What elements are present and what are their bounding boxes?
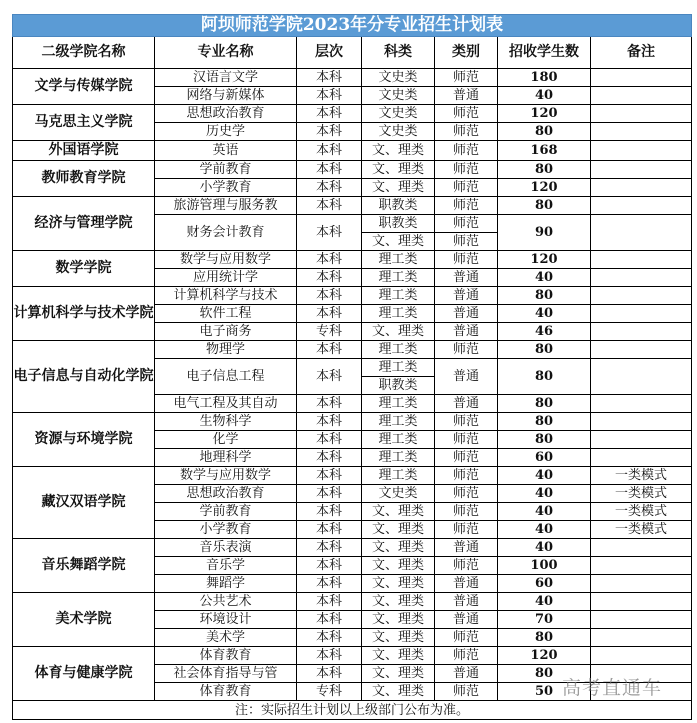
cell-subject-type: 理工类	[362, 395, 435, 413]
cell-enrollment-count: 40	[498, 503, 591, 521]
table-row	[13, 413, 692, 431]
table-row	[13, 197, 692, 215]
cell-category: 普通	[435, 305, 498, 323]
cell-enrollment-count: 60	[498, 449, 591, 467]
cell-remark	[591, 323, 692, 341]
cell-level: 本科	[297, 141, 362, 161]
cell-enrollment-count: 80	[498, 123, 591, 141]
cell-level: 本科	[297, 87, 362, 105]
cell-level: 专科	[297, 683, 362, 701]
cell-enrollment-count: 40	[498, 87, 591, 105]
cell-major: 音乐表演	[155, 539, 297, 557]
cell-enrollment-count: 80	[498, 395, 591, 413]
cell-remark	[591, 431, 692, 449]
cell-major: 体育教育	[155, 647, 297, 665]
cell-remark	[591, 269, 692, 287]
enrollment-table	[12, 14, 692, 720]
cell-category: 普通	[435, 323, 498, 341]
cell-major: 电子商务	[155, 323, 297, 341]
cell-category: 师范	[435, 413, 498, 431]
cell-subject-type: 文史类	[362, 105, 435, 123]
cell-enrollment-count: 120	[498, 105, 591, 123]
cell-major: 计算机科学与技术	[155, 287, 297, 305]
cell-major: 生物科学	[155, 413, 297, 431]
enrollment-plan-document	[12, 14, 691, 720]
cell-major: 电子信息工程	[155, 359, 297, 395]
cell-college: 藏汉双语学院	[13, 467, 155, 539]
column-header-subject-type: 科类	[362, 37, 435, 69]
cell-level: 本科	[297, 413, 362, 431]
cell-major: 旅游管理与服务教	[155, 197, 297, 215]
cell-subject-type: 理工类	[362, 341, 435, 359]
cell-category: 师范	[435, 521, 498, 539]
cell-category: 师范	[435, 215, 498, 233]
cell-category: 师范	[435, 431, 498, 449]
cell-category: 普通	[435, 359, 498, 395]
cell-enrollment-count: 180	[498, 69, 591, 87]
cell-college: 数学学院	[13, 251, 155, 287]
cell-subject-type: 文史类	[362, 87, 435, 105]
cell-major: 学前教育	[155, 161, 297, 179]
cell-category: 普通	[435, 87, 498, 105]
cell-subject-type: 职教类	[362, 377, 435, 395]
table-row	[13, 341, 692, 359]
cell-subject-type: 职教类	[362, 215, 435, 233]
cell-subject-type: 文史类	[362, 123, 435, 141]
cell-major: 公共艺术	[155, 593, 297, 611]
cell-major: 历史学	[155, 123, 297, 141]
cell-level: 本科	[297, 305, 362, 323]
cell-enrollment-count: 80	[498, 413, 591, 431]
cell-college: 体育与健康学院	[13, 647, 155, 701]
cell-remark	[591, 87, 692, 105]
cell-major: 美术学	[155, 629, 297, 647]
cell-subject-type: 职教类	[362, 197, 435, 215]
cell-remark	[591, 105, 692, 123]
cell-level: 本科	[297, 449, 362, 467]
cell-subject-type: 理工类	[362, 413, 435, 431]
cell-enrollment-count: 80	[498, 161, 591, 179]
cell-category: 师范	[435, 467, 498, 485]
cell-category: 普通	[435, 539, 498, 557]
cell-college: 文学与传媒学院	[13, 69, 155, 105]
cell-category: 普通	[435, 269, 498, 287]
cell-remark	[591, 449, 692, 467]
cell-major: 数学与应用数学	[155, 251, 297, 269]
cell-enrollment-count: 80	[498, 629, 591, 647]
cell-enrollment-count: 40	[498, 485, 591, 503]
cell-category: 普通	[435, 287, 498, 305]
cell-remark: 一类模式	[591, 503, 692, 521]
cell-subject-type: 文、理类	[362, 593, 435, 611]
cell-subject-type: 文、理类	[362, 141, 435, 161]
cell-major: 社会体育指导与管	[155, 665, 297, 683]
cell-level: 本科	[297, 629, 362, 647]
cell-category: 师范	[435, 233, 498, 251]
table-row	[13, 287, 692, 305]
column-header-enrollment-count: 招收学生数	[498, 37, 591, 69]
column-header-college: 二级学院名称	[13, 37, 155, 69]
cell-subject-type: 理工类	[362, 467, 435, 485]
cell-enrollment-count: 80	[498, 665, 591, 683]
cell-enrollment-count: 100	[498, 557, 591, 575]
cell-enrollment-count: 80	[498, 287, 591, 305]
cell-enrollment-count: 120	[498, 179, 591, 197]
cell-category: 普通	[435, 575, 498, 593]
cell-category: 师范	[435, 449, 498, 467]
cell-major: 音乐学	[155, 557, 297, 575]
cell-major: 英语	[155, 141, 297, 161]
cell-college: 美术学院	[13, 593, 155, 647]
table-row	[13, 105, 692, 123]
cell-level: 专科	[297, 323, 362, 341]
cell-college: 外国语学院	[13, 141, 155, 161]
cell-remark	[591, 341, 692, 359]
table-row	[13, 69, 692, 87]
cell-major: 物理学	[155, 341, 297, 359]
cell-category: 师范	[435, 141, 498, 161]
footnote: 注：实际招生计划以上级部门公布为准。	[13, 701, 692, 720]
watermark: 高考直通车	[562, 677, 663, 699]
cell-subject-type: 文、理类	[362, 539, 435, 557]
cell-remark	[591, 305, 692, 323]
cell-level: 本科	[297, 665, 362, 683]
cell-subject-type: 文、理类	[362, 503, 435, 521]
cell-level: 本科	[297, 359, 362, 395]
cell-remark: 一类模式	[591, 485, 692, 503]
cell-major: 地理科学	[155, 449, 297, 467]
cell-level: 本科	[297, 215, 362, 251]
cell-remark	[591, 141, 692, 161]
cell-college: 马克思主义学院	[13, 105, 155, 141]
cell-major: 财务会计教育	[155, 215, 297, 251]
cell-subject-type: 文、理类	[362, 179, 435, 197]
cell-major: 小学教育	[155, 521, 297, 539]
cell-remark	[591, 575, 692, 593]
cell-remark: 一类模式	[591, 467, 692, 485]
cell-remark	[591, 593, 692, 611]
table-row	[13, 251, 692, 269]
cell-remark	[591, 557, 692, 575]
cell-level: 本科	[297, 575, 362, 593]
cell-major: 网络与新媒体	[155, 87, 297, 105]
cell-remark	[591, 251, 692, 269]
cell-major: 汉语言文学	[155, 69, 297, 87]
cell-category: 师范	[435, 123, 498, 141]
cell-level: 本科	[297, 521, 362, 539]
cell-enrollment-count: 60	[498, 575, 591, 593]
header-row	[13, 37, 692, 69]
cell-major: 数学与应用数学	[155, 467, 297, 485]
cell-subject-type: 文、理类	[362, 233, 435, 251]
cell-subject-type: 理工类	[362, 449, 435, 467]
cell-subject-type: 理工类	[362, 305, 435, 323]
cell-category: 普通	[435, 665, 498, 683]
cell-major: 环境设计	[155, 611, 297, 629]
cell-college: 资源与环境学院	[13, 413, 155, 467]
cell-enrollment-count: 120	[498, 647, 591, 665]
cell-category: 师范	[435, 503, 498, 521]
cell-subject-type: 文、理类	[362, 647, 435, 665]
cell-major: 思想政治教育	[155, 485, 297, 503]
table-row	[13, 141, 692, 161]
cell-enrollment-count: 80	[498, 341, 591, 359]
cell-level: 本科	[297, 105, 362, 123]
table-row	[13, 647, 692, 665]
cell-remark	[591, 647, 692, 665]
cell-level: 本科	[297, 593, 362, 611]
cell-level: 本科	[297, 269, 362, 287]
cell-remark	[591, 611, 692, 629]
cell-subject-type: 文、理类	[362, 161, 435, 179]
cell-level: 本科	[297, 287, 362, 305]
cell-enrollment-count: 40	[498, 593, 591, 611]
cell-category: 师范	[435, 197, 498, 215]
cell-category: 普通	[435, 593, 498, 611]
cell-major: 舞蹈学	[155, 575, 297, 593]
column-header-major: 专业名称	[155, 37, 297, 69]
cell-level: 本科	[297, 557, 362, 575]
cell-remark	[591, 413, 692, 431]
cell-category: 师范	[435, 69, 498, 87]
cell-remark	[591, 215, 692, 251]
cell-category: 普通	[435, 611, 498, 629]
cell-level: 本科	[297, 503, 362, 521]
cell-college: 经济与管理学院	[13, 197, 155, 251]
cell-level: 本科	[297, 611, 362, 629]
cell-major: 小学教育	[155, 179, 297, 197]
cell-level: 本科	[297, 395, 362, 413]
cell-subject-type: 文、理类	[362, 323, 435, 341]
table-row	[13, 539, 692, 557]
cell-category: 师范	[435, 629, 498, 647]
cell-major: 体育教育	[155, 683, 297, 701]
cell-major: 应用统计学	[155, 269, 297, 287]
cell-major: 软件工程	[155, 305, 297, 323]
cell-level: 本科	[297, 431, 362, 449]
cell-level: 本科	[297, 647, 362, 665]
table-row	[13, 467, 692, 485]
column-header-remark: 备注	[591, 37, 692, 69]
column-header-level: 层次	[297, 37, 362, 69]
cell-category: 师范	[435, 485, 498, 503]
cell-remark	[591, 161, 692, 179]
cell-subject-type: 理工类	[362, 431, 435, 449]
cell-enrollment-count: 40	[498, 521, 591, 539]
table-title: 阿坝师范学院2023年分专业招生计划表	[13, 15, 692, 37]
cell-subject-type: 文、理类	[362, 575, 435, 593]
cell-subject-type: 理工类	[362, 359, 435, 377]
cell-level: 本科	[297, 69, 362, 87]
cell-subject-type: 文、理类	[362, 665, 435, 683]
cell-enrollment-count: 120	[498, 251, 591, 269]
cell-enrollment-count: 40	[498, 305, 591, 323]
cell-remark	[591, 539, 692, 557]
cell-level: 本科	[297, 341, 362, 359]
cell-remark	[591, 629, 692, 647]
cell-enrollment-count: 70	[498, 611, 591, 629]
cell-college: 教师教育学院	[13, 161, 155, 197]
cell-enrollment-count: 80	[498, 197, 591, 215]
cell-remark	[591, 359, 692, 395]
cell-subject-type: 文史类	[362, 485, 435, 503]
cell-subject-type: 文、理类	[362, 611, 435, 629]
cell-subject-type: 理工类	[362, 269, 435, 287]
cell-category: 师范	[435, 161, 498, 179]
table-row	[13, 161, 692, 179]
cell-category: 普通	[435, 395, 498, 413]
cell-level: 本科	[297, 123, 362, 141]
cell-college: 计算机科学与技术学院	[13, 287, 155, 341]
cell-subject-type: 文、理类	[362, 683, 435, 701]
cell-level: 本科	[297, 179, 362, 197]
cell-subject-type: 文、理类	[362, 521, 435, 539]
cell-level: 本科	[297, 485, 362, 503]
cell-subject-type: 理工类	[362, 251, 435, 269]
cell-major: 化学	[155, 431, 297, 449]
cell-category: 师范	[435, 683, 498, 701]
cell-level: 本科	[297, 467, 362, 485]
cell-enrollment-count: 46	[498, 323, 591, 341]
cell-enrollment-count: 80	[498, 359, 591, 395]
cell-subject-type: 文、理类	[362, 629, 435, 647]
cell-category: 师范	[435, 341, 498, 359]
cell-level: 本科	[297, 197, 362, 215]
cell-remark	[591, 69, 692, 87]
cell-remark	[591, 179, 692, 197]
cell-enrollment-count: 40	[498, 539, 591, 557]
table-row	[13, 593, 692, 611]
cell-remark	[591, 197, 692, 215]
cell-subject-type: 文史类	[362, 69, 435, 87]
table-body	[13, 69, 692, 701]
cell-level: 本科	[297, 539, 362, 557]
cell-category: 师范	[435, 251, 498, 269]
cell-enrollment-count: 168	[498, 141, 591, 161]
cell-remark	[591, 395, 692, 413]
cell-enrollment-count: 40	[498, 467, 591, 485]
cell-subject-type: 文、理类	[362, 557, 435, 575]
cell-remark: 一类模式	[591, 521, 692, 539]
cell-major: 学前教育	[155, 503, 297, 521]
cell-college: 电子信息与自动化学院	[13, 341, 155, 413]
cell-category: 师范	[435, 105, 498, 123]
cell-enrollment-count: 40	[498, 269, 591, 287]
cell-enrollment-count: 50	[498, 683, 591, 701]
cell-subject-type: 理工类	[362, 287, 435, 305]
cell-level: 本科	[297, 251, 362, 269]
cell-level: 本科	[297, 161, 362, 179]
cell-major: 思想政治教育	[155, 105, 297, 123]
cell-category: 师范	[435, 179, 498, 197]
column-header-category: 类别	[435, 37, 498, 69]
cell-enrollment-count: 90	[498, 215, 591, 251]
cell-college: 音乐舞蹈学院	[13, 539, 155, 593]
cell-remark	[591, 123, 692, 141]
cell-remark	[591, 287, 692, 305]
cell-category: 师范	[435, 557, 498, 575]
cell-category: 师范	[435, 647, 498, 665]
cell-major: 电气工程及其自动	[155, 395, 297, 413]
cell-enrollment-count: 80	[498, 431, 591, 449]
